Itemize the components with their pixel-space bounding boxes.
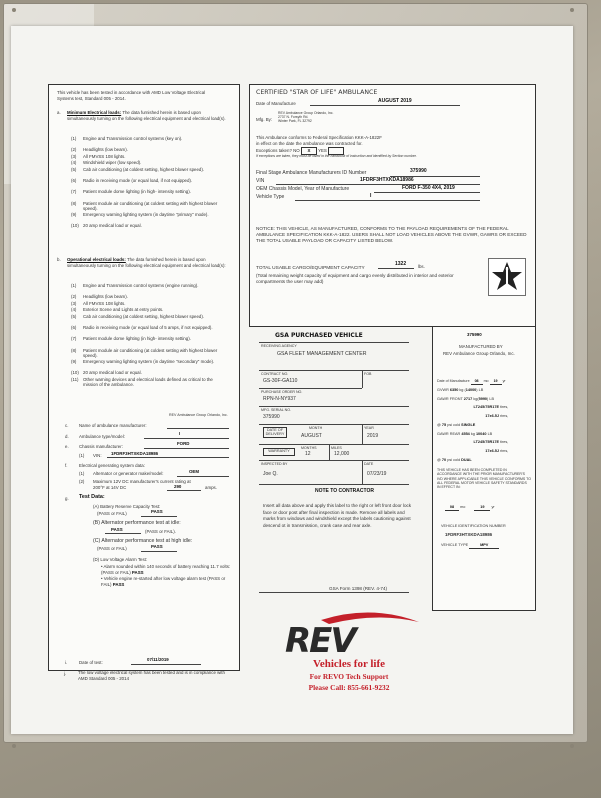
type-label: Ambulance type/model: <box>79 434 125 439</box>
test-data-label: Test Data: <box>79 494 105 500</box>
list-item: 20 amp medical load or equal. <box>83 223 142 228</box>
cert-notice: NOTICE: THIS VEHICLE, AS MANUFACTURED, CONFORMS TO THE PAYLOAD REQUIREMENTS OF THE FEDERAL AMBULANCE SPECIFICATION KKK-A-1822. USERS SHALL NOT LOAD VEHICLES ABOVE THE GVWR, GAWRS OR EXCEED THE TOTAL USABLE PAYLOAD OR CAPACITY LISTED BELOW. <box>256 226 527 243</box>
cert-final-id: 375990 <box>410 168 427 174</box>
svg-text:REV: REV <box>285 621 355 658</box>
rev-logo <box>281 606 421 658</box>
gsa-serial: 375990 <box>263 414 280 420</box>
note-to-contractor-title: NOTE TO CONTRACTOR <box>315 488 374 494</box>
gsa-form-number: GSA Form 1398 (REV. 4-74) <box>329 586 388 591</box>
test-a-value: PASS <box>151 509 163 514</box>
date-of-test-value: 07/11/2019 <box>147 657 169 662</box>
list-item: Exterior Scene and Lights at entry points. <box>83 307 164 313</box>
list-number: (4) <box>71 307 77 313</box>
list-number: (8) <box>71 347 77 353</box>
list-number: (6) <box>71 178 77 184</box>
cert-vehicle-type: I <box>370 193 372 199</box>
list-number: (10) <box>71 223 79 228</box>
list-number: (7) <box>71 189 77 195</box>
vin-value: 1FDRF3HTXKDA18986 <box>111 451 159 456</box>
list-item: Engine and Transmission control systems (key on). <box>83 136 183 141</box>
gsa-inspected-by: Joe Q. <box>263 471 278 477</box>
min-loads: Minimum Electrical loads: The data furnished herein is based upon simultaneously turning on the following electrical equipment and electrical load(s). <box>67 110 226 121</box>
list-item: Cab air conditioning (at coldest setting, highest blower speed). <box>83 314 205 319</box>
cert-oem: FORD F-350 4X4, 2019 <box>402 185 455 191</box>
test-d2: • Vehicle engine re-started after low voltage alarm test (PASS or FAIL) PASS <box>101 576 226 587</box>
chassis-value: FORD <box>177 441 190 446</box>
list-number: (2) <box>71 294 77 300</box>
test-b-value: PASS <box>111 527 123 532</box>
note-to-contractor-text: Insert all data above and apply this label to the right or left front door lock face or door post after final inspection is made. Remove all labels and marks from windows and windshield except the labels cautioning against descend ot in transmission, crank case and rear axle. <box>263 503 412 528</box>
rev-tagline: Vehicles for life <box>312 658 386 670</box>
gen-label: Electrical generating system data: <box>79 463 145 468</box>
amd-intro: This vehicle has been tested in accordance with AMD Low Voltage Electrical Systems test, Standard 005 - 2014. <box>57 90 206 101</box>
list-item: Patient module dome lighting (in high- intensity setting). <box>83 189 191 195</box>
list-number: (6) <box>71 325 77 331</box>
gsa-agency: GSA FLEET MANAGEMENT CENTER <box>277 351 367 357</box>
list-number: (9) <box>71 358 77 364</box>
rivet <box>12 744 16 748</box>
test-c-value: PASS <box>151 544 163 549</box>
list-number: (10) <box>71 370 79 375</box>
vin-label: VIN: <box>93 453 102 458</box>
mfr-value: REV Ambulance Group Orlando, Inc. <box>169 413 228 417</box>
cert-title: CERTIFIED "STAR OF LIFE" AMBULANCE <box>256 89 378 96</box>
star-of-life-icon <box>488 258 526 296</box>
list-number: (11) <box>71 376 79 382</box>
cert-payload: 1322 <box>395 261 407 267</box>
gsa-delivery-year: 2019 <box>367 433 379 439</box>
list-item: Headlights (low beam). <box>83 147 128 153</box>
list-item: Engine and Transmission control systems (engine running). <box>83 283 199 288</box>
list-item: Windshield wiper (low speed). <box>83 160 142 166</box>
gsa-title: GSA PURCHASED VEHICLE <box>275 332 363 339</box>
cert-vin: 1FDRF3HTXKDA18986 <box>360 177 414 183</box>
gsa-warranty-months: 12 <box>305 451 311 457</box>
rev-support: For REVO Tech Support <box>309 672 389 681</box>
list-number: (8) <box>71 200 77 206</box>
rev-phone: Please Call: 855-661-9232 <box>308 683 390 692</box>
list-number: (3) <box>71 300 77 306</box>
rivet <box>570 744 574 748</box>
chassis-label: Chassis manufacturer: <box>79 444 123 449</box>
list-item: Other warning devices and electrical loads defined as critical to the mission of the ambulance. <box>83 376 213 388</box>
list-number: (5) <box>71 167 77 172</box>
list-item: Headlights (low beam). <box>83 294 128 300</box>
list-number: (1) <box>71 136 77 141</box>
type-value: I <box>179 431 181 436</box>
list-item: Patient module air conditioning (at coldest setting with highest blower speed). <box>83 347 218 359</box>
list-number: (4) <box>71 160 77 166</box>
test-d1: • Alarm sounded within 140 seconds of battery reaching 11.7 volts: (PASS or FAIL) PASS <box>101 564 231 575</box>
rivet <box>570 8 574 12</box>
list-item: Patient module air conditioning (at coldest setting with highest blower speed). <box>83 200 218 212</box>
gsa-po: RPN-N-NY937 <box>263 396 296 402</box>
list-item: Radio in receiving mode (or equal load of 5 amps, if not equipped). <box>83 325 213 331</box>
cert-mfg-address: REV Ambulance Group Orlando, Inc. 2737 N. Forsyth Rd. Winter Park, FL 32792 <box>278 111 334 124</box>
alt-value: OEM <box>189 469 200 474</box>
gsa-purchased-vehicle-label: GSA PURCHASED VEHICLE RECEIVING AGENCY GSA FLEET MANAGEMENT CENTER CONTRACT NO. FOB GS-30F-GA110 PURCHASE ORDER NO. RPN-N-NY937 MFG. SERIAL NO. 375990 DATE OF DELIVERY MONTH AUGUST YEAR 2019 WARRANTY MONTHS 12 MILES 12,000 INSPECTED BY Joe Q. DATE 07/23/19 NOTE TO CONTRACTOR Insert all data above and apply this label to the right or left front door lock face or door post after final inspection is made. Remove all labels and marks from windows and windshield except the labels cautioning against descend ot in transmission, crank case and rear axle. GSA Form 1398 (REV. 4-74) <box>261 332 412 591</box>
amd-electrical-label: This vehicle has been tested in accordance with AMD Low Voltage Electrical Systems test, Standard 005 - 2014. a. Minimum Electrical loads: The data furnished herein is based upon simultaneously turning on the following electrical equipment and electrical load(s). (1) Engine and Transmission control systems (key on). (2) Headlights (low beam). (3) All FMVSS 108 lights. (4) Windshield wiper (low speed). (5) Cab air conditioning (at coldest setting, highest blower speed). (6) Radio in receiving mode (or equal load, if not equipped). (7) Patient module dome lighting (in high- intensity setting). (8) Patient module air conditioning (at coldest setting with highest blower speed). (9) Emergency warning lighting system (in daytime "primary" mode). (10) 20 amp medical load or equal. b. Operational electrical loads: The data furnished herein is based upon simultaneously turning on the following electrical equipment and electrical load(s): (1) Engine and Transmission control systems (engine running). (2) Headlights (low beam). (3) All FMVSS 108 lights. (4) Exterior Scene and Lights at entry points. (5) Cab air conditioning (at coldest setting, highest blower speed). (6) Radio in receiving mode (or equal load of 5 amps, if not equipped). (7) Patient module dome lighting (in high- intensity setting). (8) Patient module air conditioning (at coldest setting with highest blower speed). (9) Emergency warning lighting system (in daytime "secondary" mode). (10) 20 amp medical load or equal. (11) Other warning devices and electrical loads defined as critical to the mission of the ambulance. REV Ambulance Group Orlando, Inc. c. Name of ambulance manufacturer: d. Ambulance type/model: I e. Chassis manufacturer: FORD (1) VIN: 1FDRF3HTXKDA18986 f. Electrical generating system data: (1) Alternator or generator make/model: OEM (2) Maximum 12V DC manufacturer's current rating at 200°F at 14V DC 290 amps. g. Test Data: (A) Battery Reserve Capacity Test: (PASS or FAIL) PASS (B) Alternator performance test at idle: PASS (PASS or FAIL). (C) Alternator performance test at high idle: (PASS or FAIL) PASS (D) Low Voltage Alarm Test: • Alarm sounded within 140 seconds of battery reaching 11.7 volts: (PASS or FAIL) PASS • Vehicle engine re-started after low voltage alarm test (PASS or FAIL) PASS i. Date of test: 07/11/2019 <box>48 84 240 671</box>
list-number: (1) <box>71 283 77 288</box>
rev-manufacturer-label: 375990 MANUFACTURED BY REV Ambulance Group Orlando, Inc. Date of Manufacture 08 mo 19 yr GVWR 6350 kg (14000) LB GAWR FRONT 2717 kg(5990) LB LT245/75R17E tires, 17x6.5J rims, @ 75 psi cold SINGLE GAWR REAR 4554 kg 10040 LB LT245/75R17E tires, 17x6.5J rims, @ 70 psi cold DUAL THIS VEHICLE HAS BEEN COMPLETED IN ACCORDANCE WITH THE PRIOR MANUFACTURER'S IVD WHERE APPLICABLE THIS VEHICLE CONFORMS TO ALL FEDERAL MOTOR VEHICLE SAFETY STANDARDS IN EFFECT IN: 08 mo 19 yr VEHICLE IDENTIFICATION NUMBER 1FDRF3HTXKDA18986 VEHICLE TYPE MPV <box>432 326 536 611</box>
document-sheet: This vehicle has been tested in accordance with AMD Low Voltage Electrical Systems test, Standard 005 - 2014. a. Minimum Electrical loads: The data furnished herein is based upon simultaneously turning on the following electrical equipment and electrical load(s). (1) Engine and Transmission control systems (key on). (2) Headlights (low beam). (3) All FMVSS 108 lights. (4) Windshield wiper (low speed). (5) Cab air conditioning (at coldest setting, highest blower speed). (6) Radio in receiving mode (or equal load, if not equipped). (7) Patient module dome lighting (in high- intensity setting). (8) Patient module air conditioning (at coldest setting with highest blower speed). (9) Emergency warning lighting system (in daytime "primary" mode). (10) 20 amp medical load or equal. b. Operational electrical loads: The data furnished herein is based upon simultaneously turning on the following electrical equipment and electrical load(s): (1) Engine and Transmission control systems (engine running). (2) Headlights (low beam). (3) All FMVSS 108 lights. (4) Exterior Scene and Lights at entry points. (5) Cab air conditioning (at coldest setting, highest blower speed). (6) Radio in receiving mode (or equal load of 5 amps, if not equipped). (7) Patient module dome lighting (in high- intensity setting). (8) Patient module air conditioning (at coldest setting with highest blower speed). (9) Emergency warning lighting system (in daytime "secondary" mode). (10) 20 amp medical load or equal. (11) Other warning devices and electrical loads defined as critical to the mission of the ambulance. REV Ambulance Group Orlando, Inc. c. Name of ambulance manufacturer: d. Ambulance type/model: I e. Chassis manufacturer: FORD (1) VIN: 1FDRF3HTXKDA18986 f. Electrical generating system data: (1) Alternator or generator make/model: OEM (2) Maximum 12V DC manufacturer's current rating at 200°F at 14V DC 290 amps. g. Test Data: (A) Battery Reserve Capacity Test: (PASS or FAIL) PASS (B) Alternator performance test at idle: PASS (PASS or FAIL). (C) Alternator performance test at high idle: (PASS or FAIL) PASS (D) Low Voltage Alarm Test: • Alarm sounded within 140 seconds of battery reaching 11.7 volts: (PASS or FAIL) PASS • Vehicle engine re-started after low voltage alarm test (PASS or FAIL) PASS i. Date of test: 07/11/2019 j. The low voltage electrical system has been tested and is in compliance with AMD Standard 005 - 2014 CERTIFIED "STAR OF LIFE" AMBULANCE Date of Manufacture AUGUST 2019 Mfg. By: REV Ambulance Group Orlando, Inc. 2737 N. Forsyth Rd. Winter Park, FL 32792 This Ambulance conforms to Federal Specification KKK-A-1822F in effect on the date the ambulance was contracted for. Exceptions taken? NO X YES If exceptions are taken, they must be listed in the handbook of instruction and identified by Section number. Final Stage Ambulance Manufacturers ID Number 375990 VIN 1FDRF3HTXKDA18986 OEM Chassis Model, Year of Manufacture FORD F-350 4X4, 2019 Vehicle Type I NOTICE: THIS VEHICLE, AS MANUFACTURED, CONFORMS TO THE PAYLOAD REQUIREMENTS OF THE FEDERAL AMBULANCE SPECIFICATION KKK-A-1822. USERS SHALL NOT LOAD VEHICLES ABOVE THE GVWR, GAWRS OR EXCEED THE TOTAL USABLE PAYLOAD OR CAPACITY LISTED BELOW. TOTAL USABLE CARGO/EQUIPMENT CAPACITY 1322 lbs. (Total remaining weight capacity of equipment and cargo evenly distributed in interior and exterior compartments the user may add) GSA PURCHASED VEHICLE RECEIVING AGENCY GSA FLEET MANAGEMENT CENTER CONTRACT NO. FOB GS-30F-GA110 PURCHASE ORDER NO. RPN-N-NY937 MFG. SERIAL NO. 375990 DATE OF DELIVERY MONTH AUGUST YEAR 2019 WARRANTY MONTHS 12 MILES 12,000 INSPECTED BY Joe Q. DATE 07/23/19 NOTE TO CONTRACTOR Insert all data above and apply this label to the right or left front door lock face or door post after final inspection is made. Remove all labels and marks from windows and windshield except the labels cautioning against descend ot in transmission, crank case and rear axle. GSA Form 1398 (REV. 4-74) 375990 MANUFACTURED BY REV Ambulance Group Orlando, Inc. Date of Manufacture 08 mo 19 yr GVWR 6350 kg (14000) LB GAWR FRONT 2717 kg(5990) LB LT245/75R17E tires, 17x6.5J rims, @ 75 psi cold SINGLE GAWR REAR 4554 kg 10040 LB LT245/75R17E tires, 17x6.5J rims, @ 70 psi cold DUAL THIS VEHICLE HAS BEEN COMPLETED IN ACCORDANCE WITH THE PRIOR MANUFACTURER'S IVD WHERE APPLICABLE THIS VEHICLE CONFORMS TO ALL FEDERAL MOTOR VEHICLE SAFETY STANDARDS IN EFFECT IN: 08 mo 19 yr VEHICLE IDENTIFICATION NUMBER 1FDRF3HTXKDA18986 VEHICLE TYPE MPV REV Vehicles for life For REVO Tech Support Please Call: 855-661-9232 <box>11 26 573 734</box>
cert-dom: AUGUST 2019 <box>378 98 412 104</box>
list-item: Cab air conditioning (at coldest setting, highest blower speed). <box>83 167 205 172</box>
dc-label: Maximum 12V DC manufacturer's current rating at 200°F at 14V DC <box>93 479 191 490</box>
mfr-label: Name of ambulance manufacturer: <box>79 423 147 428</box>
list-number: (2) <box>71 147 77 153</box>
list-item: Emergency warning lighting system (in daytime "secondary" mode). <box>83 358 215 364</box>
list-number: (5) <box>71 314 77 319</box>
star-of-life-certificate: CERTIFIED "STAR OF LIFE" AMBULANCE Date of Manufacture AUGUST 2019 Mfg. By: REV Ambulance Group Orlando, Inc. 2737 N. Forsyth Rd. Winter Park, FL 32792 This Ambulance conforms to Federal Specification KKK-A-1822F in effect on the date the ambulance was contracted for. Exceptions taken? NO X YES If exceptions are taken, they must be listed in the handbook of instruction and identified by Section number. Final Stage Ambulance Manufacturers ID Number 375990 VIN 1FDRF3HTXKDA18986 OEM Chassis Model, Year of Manufacture FORD F-350 4X4, 2019 Vehicle Type I NOTICE: THIS VEHICLE, AS MANUFACTURED, CONFORMS TO THE PAYLOAD REQUIREMENTS OF THE FEDERAL AMBULANCE SPECIFICATION KKK-A-1822. USERS SHALL NOT LOAD VEHICLES ABOVE THE GVWR, GAWRS OR EXCEED THE TOTAL USABLE PAYLOAD OR CAPACITY LISTED BELOW. TOTAL USABLE CARGO/EQUIPMENT CAPACITY 1322 lbs. (Total remaining weight capacity of equipment and cargo evenly distributed in interior and exterior compartments the user may add) <box>249 84 536 327</box>
rev-vin: 1FDRF3HTXKDA18986 <box>445 532 493 537</box>
list-item: Patient module dome lighting (in high- intensity setting). <box>83 336 191 342</box>
cert-payload-note: (Total remaining weight capacity of equipment and cargo evenly distributed in interior and exterior compartments the user may add) <box>256 273 454 284</box>
list-item: 20 amp medical load or equal. <box>83 370 142 375</box>
op-loads: Operational electrical loads: The data furnished herein is based upon simultaneously turning on the following electrical equipment and electrical load(s): <box>67 257 226 268</box>
list-item: Radio in receiving mode (or equal load, if not equipped). <box>83 178 193 184</box>
gsa-warranty-miles: 12,000 <box>334 451 350 457</box>
gsa-delivery-month: AUGUST <box>301 433 322 439</box>
dc-value: 290 <box>174 484 182 489</box>
rev-serial: 375990 <box>467 332 482 337</box>
list-number: (3) <box>71 153 77 159</box>
rev-maker: REV Ambulance Group Orlando, Inc. <box>443 351 515 356</box>
list-number: (9) <box>71 211 77 217</box>
gsa-date: 07/23/19 <box>367 471 387 477</box>
list-item: Emergency warning lighting system (in daytime "primary" mode). <box>83 211 209 217</box>
gsa-contract: GS-30F-GA110 <box>263 378 298 384</box>
amd-compliance: The low voltage electrical system has been tested and is in compliance with AMD Standard 005 - 2014 <box>78 670 225 681</box>
list-number: (7) <box>71 336 77 342</box>
alt-label: Alternator or generator make/model: <box>93 471 164 476</box>
date-of-test-label: Date of test: <box>79 660 103 665</box>
rev-fmvss-statement: THIS VEHICLE HAS BEEN COMPLETED IN ACCORDANCE WITH THE PRIOR MANUFACTURER'S IVD WHERE APPLICABLE THIS VEHICLE CONFORMS TO ALL FEDERAL MOTOR VEHICLE SAFETY STANDARDS IN EFFECT IN: <box>437 468 531 490</box>
list-item: All FMVSS 108 lights. <box>83 300 126 306</box>
list-item: All FMVSS 108 lights. <box>83 153 126 159</box>
rivet <box>12 8 16 12</box>
